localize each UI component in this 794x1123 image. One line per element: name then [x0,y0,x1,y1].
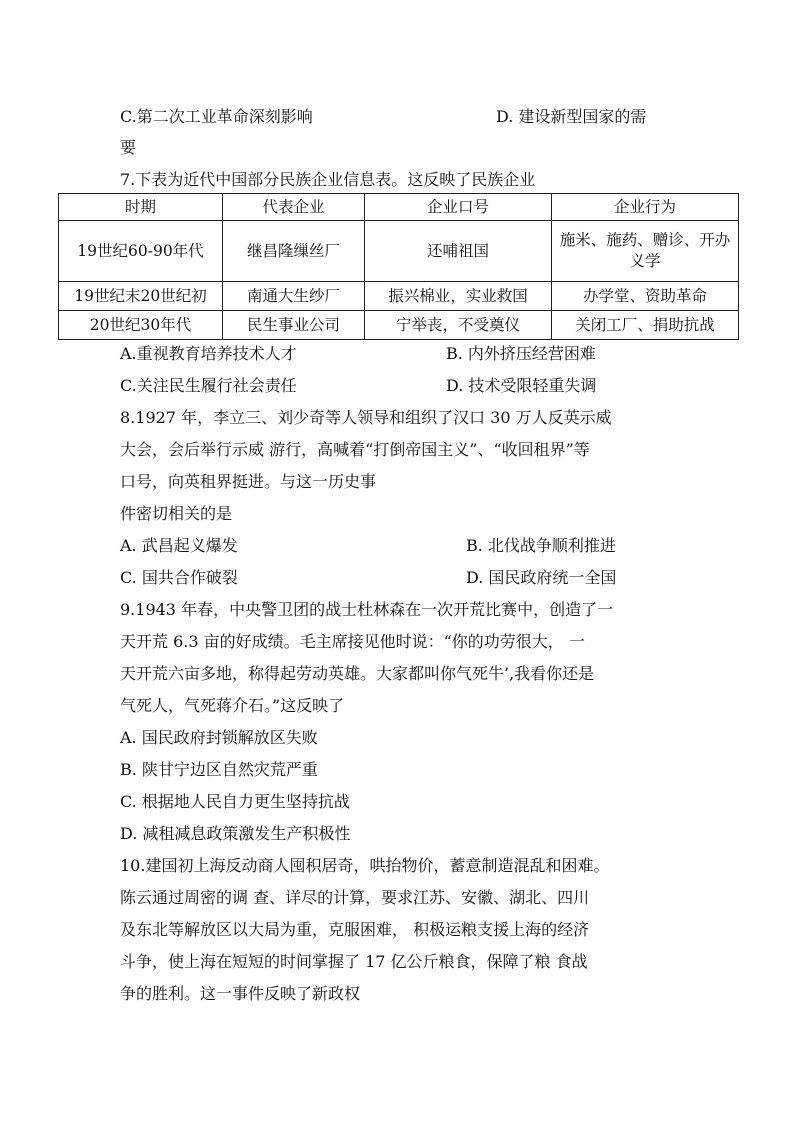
table-header-row [59,194,739,221]
q8-option-c: C. 国共合作破裂 [120,568,238,587]
q9-stem-line: 9.1943 年春，中央警卫团的战士杜林森在一次开荒比赛中，创造了一 [120,600,614,619]
table-cell: 19世纪末20世纪初 [59,282,223,311]
q10-stem-line: 及东北等解放区以大局为重，克服困难， 积极运粮支援上海的经济 [120,920,590,939]
q7-option-b: B. 内外挤压经营困难 [446,344,596,363]
table-cell: 振兴棉业，实业救国 [365,282,552,311]
q9-option-d: D. 减租减息政策激发生产积极性 [120,824,351,843]
q9-option-b: B. 陕甘宁边区自然灾荒严重 [120,760,318,779]
q6-option-d-continuation: 要 [120,138,137,157]
q8-stem-line: 8.1927 年，李立三、刘少奇等人领导和组织了汉口 30 万人反英示威 [120,408,612,427]
table-header-cell: 时期 [59,194,223,221]
q8-stem-line: 口号，向英租界挺进。与这一历史事 [120,472,377,491]
q8-stem-line: 大会，会后举行示威 游行，高喊着“打倒帝国主义”、“收回租界”等 [120,440,590,459]
q10-stem-line: 斗争，使上海在短短的时间掌握了 17 亿公斤粮食，保障了粮 食战 [120,952,588,971]
table-cell: 继昌隆缫丝厂 [223,221,365,282]
table-row [59,311,739,340]
q7-stem: 7.下表为近代中国部分民族企业信息表。这反映了民族企业 [120,170,536,189]
table-cell: 办学堂、资助革命 [552,282,739,311]
q8-option-a: A. 武昌起义爆发 [120,536,238,555]
q9-stem-line: 天开荒六亩多地，称得起劳动英雄。大家都叫你气死牛’,我看你还是 [120,664,595,683]
enterprise-info-table [58,193,739,340]
table-header-cell: 代表企业 [223,194,365,221]
q7-option-c: C.关注民生履行社会责任 [120,376,297,395]
q9-option-c: C. 根据地人民自力更生坚持抗战 [120,792,350,811]
q7-option-a: A.重视教育培养技术人才 [120,344,297,363]
table-row [59,282,739,311]
table-cell: 施米、施药、赠诊、开办义学 [552,221,739,282]
q6-option-d: D. 建设新型国家的需 [496,107,647,126]
table-cell: 19世纪60-90年代 [59,221,223,282]
table-cell: 还哺祖国 [365,221,552,282]
q8-option-d: D. 国民政府统一全国 [466,568,617,587]
table-cell: 20世纪30年代 [59,311,223,340]
q6-option-c: C.第二次工业革命深刻影响 [120,107,313,126]
table-cell: 南通大生纱厂 [223,282,365,311]
q8-option-b: B. 北伐战争顺利推进 [466,536,616,555]
q10-stem-line: 10.建国初上海反动商人囤积居奇，哄抬物价，蓄意制造混乱和困难。 [120,856,610,875]
q9-stem-line: 气死人，气死蒋介石。”这反映了 [120,696,345,715]
q9-option-a: A. 国民政府封锁解放区失败 [120,728,318,747]
table-cell: 民生事业公司 [223,311,365,340]
q10-stem-line: 陈云通过周密的调 查、详尽的计算，要求江苏、安徽、湖北、四川 [120,888,590,907]
table-header-cell: 企业行为 [552,194,739,221]
table-row [59,221,739,282]
table-cell: 宁举丧，不受奠仪 [365,311,552,340]
q9-stem-line: 天开荒 6.3 亩的好成绩。毛主席接见他时说：“你的功劳很大， 一 [120,632,585,651]
q10-stem-line: 争的胜利。这一事件反映了新政权 [120,984,361,1003]
table-header-cell: 企业口号 [365,194,552,221]
q7-option-d: D. 技术受限轻重失调 [446,376,597,395]
q8-stem-line: 件密切相关的是 [120,504,233,523]
table-cell: 关闭工厂、捐助抗战 [552,311,739,340]
